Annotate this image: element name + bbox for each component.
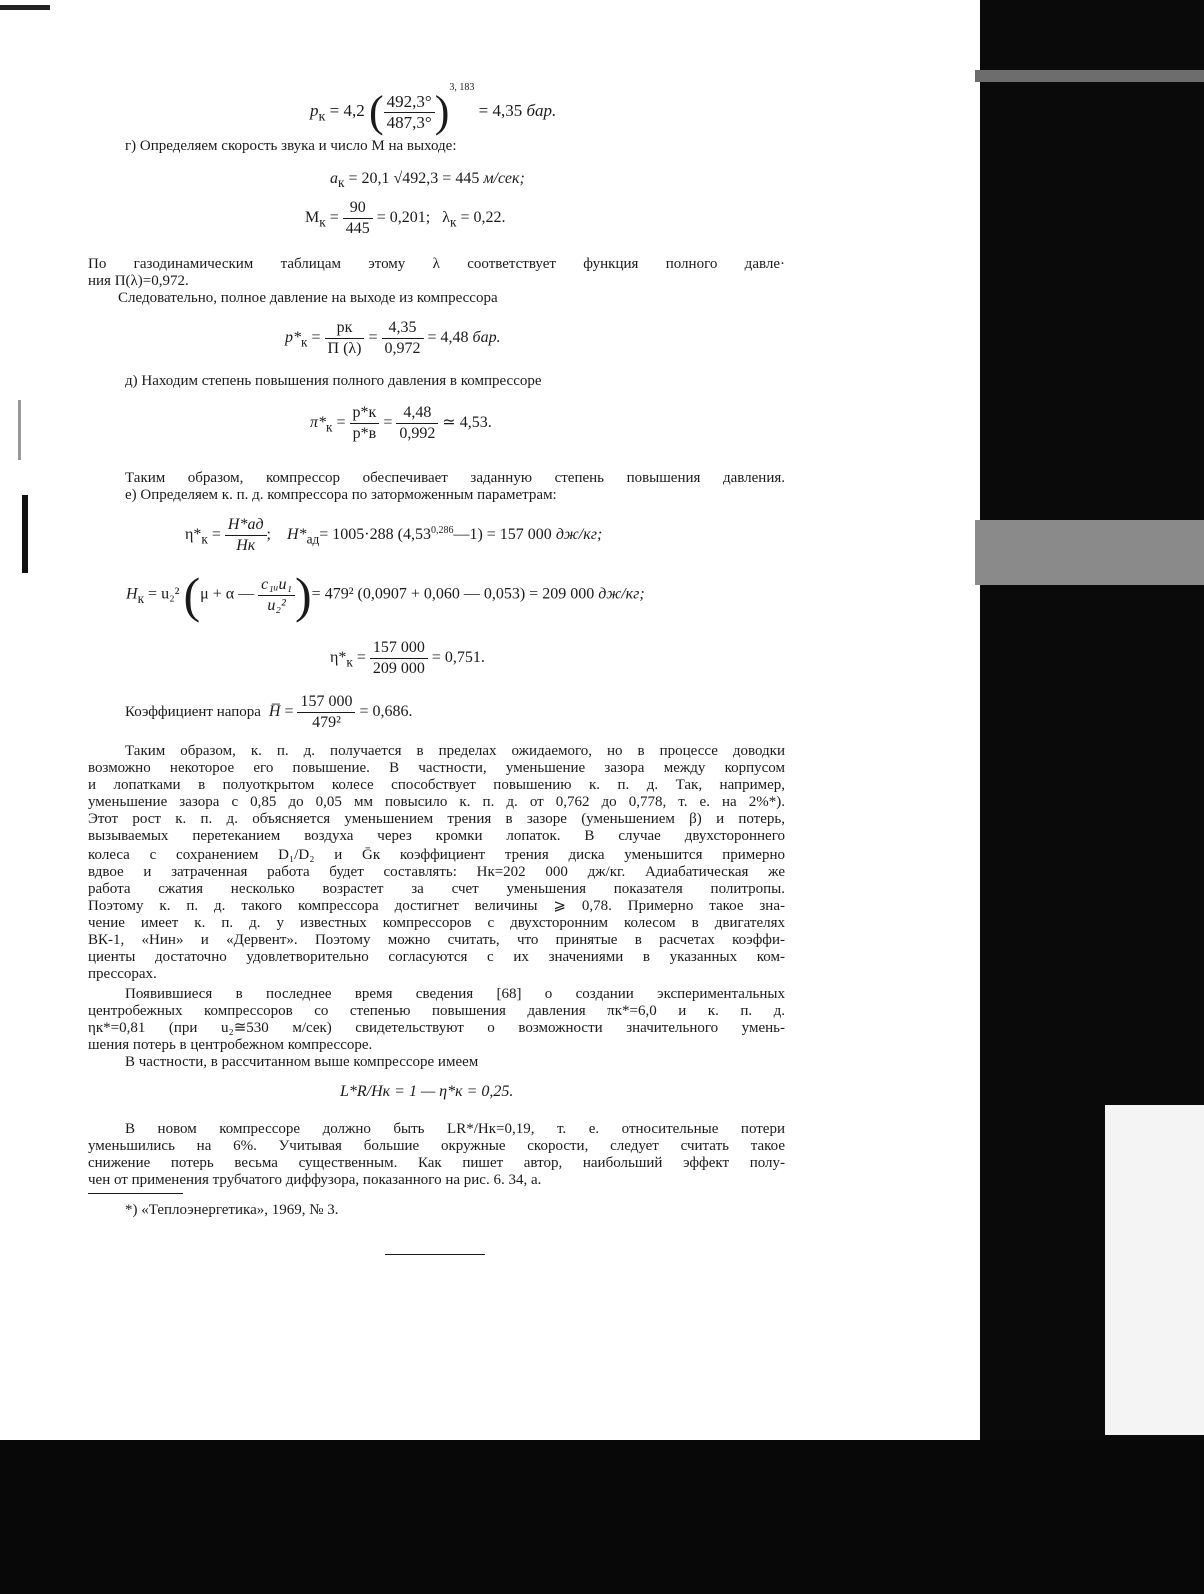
fraction: $\frac{4,35}{0,972}$ (382, 318, 424, 359)
scan-grey-strip (975, 70, 1204, 82)
text-line: прессорах. (88, 966, 157, 982)
equation-pk-star: $p*_к$ = $\frac{pк}{П (\lambda)}$ = $\frac{4,35}{0,972}$ = 4,48 бар. (285, 319, 501, 357)
text-line: е) Определяем к. п. д. компрессора по заторможенным параметрам: (125, 487, 557, 503)
text-line: чение имеет к. п. д. у известных компрессоров с двухсторонним колесом в двигателях (88, 915, 785, 931)
equation-mk: $M_к$ = $\frac{90}{445}$ = 0,201; $\lambda_к = 0,22$. (305, 199, 506, 237)
equation-eta1: $\eta*_к$ = $\frac{H*ад}{Hк}$ ; $H*_{ад}= 1005\cdot 288$ $(4,53^{0,286}—1) = 157$ 000 дж/кг; (185, 516, 603, 554)
text-line: снижение потерь весьма существенным. Как пишет автор, наибольший эффект полу- (88, 1155, 785, 1171)
text-line: шения потерь в центробежном компрессоре. (88, 1037, 373, 1053)
paragraph-g: г) Определяем скорость звука и число М на выходе: (125, 138, 457, 154)
text-line: циенты достаточно удовлетворительно согласуются с их значениями в указанных ком- (88, 949, 785, 965)
text-line: В частности, в рассчитанном выше компрессоре имеем (125, 1054, 479, 1070)
text-line: Таким образом, компрессор обеспечивает заданную степень повышения давления. (125, 470, 785, 486)
text-line: центробежных компрессоров со степенью повышения давления πк*=6,0 и к. п. д. (88, 1003, 785, 1019)
text-line: По газодинамическим таблицам этому λ соответствует функция полного давле· (88, 256, 785, 272)
text-line: Следовательно, полное давление на выходе из компрессора (118, 290, 498, 306)
end-rule (385, 1254, 485, 1255)
fraction: $\frac{157 000}{209 000}$ (370, 638, 428, 679)
equation-ak: $a_к = 20,1$ √492,3 = 445 м/сек; (330, 170, 525, 191)
paragraph-d: д) Находим степень повышения полного давления в компрессоре (125, 373, 542, 389)
equation-lr: L*R/Hк = 1 — η*к = 0,25. (340, 1083, 514, 1100)
text-line: Таким образом, к. п. д. получается в пределах ожидаемого, но в процессе доводки (125, 743, 785, 759)
fraction: $\frac{H*ад}{Hк}$ (225, 515, 267, 556)
text-line: Поэтому к. п. д. такого компрессора достигнет величины ⩾ 0,78. Примерно такое зна- (88, 898, 785, 914)
text-line: колеса с сохранением D₁/D₂ и Ḡк коэффициент трения диска уменьшится примерно (88, 847, 785, 863)
text-line: В новом компрессоре должно быть LR*/Hк=0,19, т. е. относительные потери (125, 1121, 785, 1137)
text-line: возможно некоторое его повышение. В частности, уменьшение зазора между корпусом (88, 760, 785, 776)
fraction: $\frac{pк}{П (\lambda)}$ (325, 318, 365, 359)
text-line: ВК-1, «Нин» и «Дервент». Поэтому можно считать, что принятые в расчетах коэффи- (88, 932, 785, 948)
text-line: уменьшились на 6%. Учитывая большие окружные скорости, следует считать такое (88, 1138, 785, 1154)
equation-pk: $p_к = 4,2$ ( $\frac{492,3^\circ}{487,3^\circ}$ )$^{3, 183}$ = 4,35 бар. (310, 82, 557, 137)
text-line: уменьшение зазора с 0,85 до 0,05 мм повысило к. п. д. от 0,762 до 0,778, т. е. на 2%*). (88, 794, 785, 810)
equation-hk: $H_к = u_2^2$ (μ + α — $\frac{\text{c₁ᵤu₁}}{\text{u₂²}}$ )= 479² (0,0907 + 0,060 — 0,053) = 209 000 дж/кг; (126, 567, 645, 623)
footnote: *) «Теплоэнергетика», 1969, № 3. (125, 1202, 339, 1218)
text-line: вызываемых перетеканием воздуха через кромки лопаток. В случае двухстороннего (88, 828, 785, 844)
text-line: Появившиеся в последнее время сведения [68] о создании экспериментальных (125, 986, 785, 1002)
fraction: $\frac{157 000}{\text{479²}}$ (297, 692, 355, 733)
equation-head-coefficient: Коэффициент напора H̅ = $\frac{157 000}{\text{479²}}$ = 0,686. (125, 693, 413, 731)
text-line: ηк*=0,81 (при u₂≅530 м/сек) свидетельствуют о возможности значительного умень- (88, 1020, 785, 1036)
equation-pi: $\pi*_к$ = $\frac{p*к}{p*в}$ = $\frac{4,48}{0,992}$ ≃ 4,53. (310, 404, 492, 442)
fraction: $\frac{90}{445}$ (343, 198, 373, 239)
text-line: вдвое и затраченная работа будет составлять: Hк=202 000 дж/кг. Адиабатическая же (88, 864, 785, 880)
scan-dark-edge-bottom (0, 1440, 1204, 1594)
scan-light-strip (1105, 1105, 1204, 1435)
equation-eta2: $\eta*_к$ = $\frac{157 000}{209 000}$ = 0,751. (330, 639, 485, 677)
text-line: чен от применения трубчатого диффузора, показанного на рис. 6. 34, а. (88, 1172, 542, 1188)
text-line: и лопатками в полуоткрытом колесе способствует повышению к. п. д. Так, например, (88, 777, 785, 793)
text-line: ния П(λ)=0,972. (88, 273, 189, 289)
fraction: $\frac{\text{c₁ᵤu₁}}{\text{u₂²}}$ (258, 575, 295, 616)
text-line: работа сжатия несколько возрастет за счет уменьшения показателя политропы. (88, 881, 785, 897)
fraction: $\frac{p*к}{p*в}$ (350, 403, 380, 444)
text-line: Этот рост к. п. д. объясняется уменьшением трения в зазоре (уменьшением β) и потерь, (88, 811, 785, 827)
fraction: $\frac{492,3^\circ}{487,3^\circ}$ (384, 92, 435, 133)
footnote-separator (88, 1193, 183, 1194)
fraction: $\frac{4,48}{0,992}$ (396, 403, 438, 444)
scan-grey-strip (975, 520, 1204, 585)
